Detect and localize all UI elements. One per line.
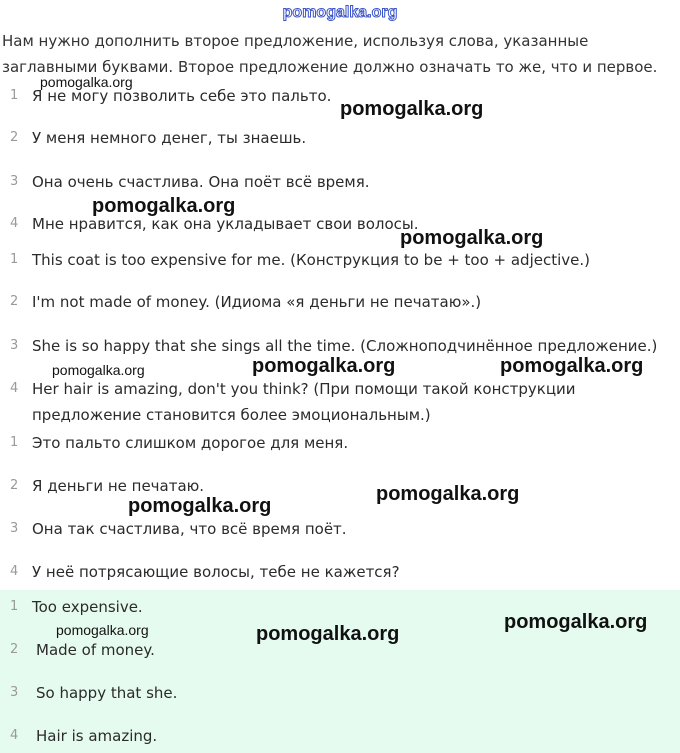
- watermark: pomogalka.org: [92, 195, 236, 217]
- sentence-text: У неё потрясающие волосы, тебе не кажется?: [32, 563, 400, 581]
- item-number: 2: [10, 130, 19, 145]
- answer-text: So happy that she.: [36, 684, 178, 702]
- sentence-text: Она очень счастлива. Она поёт всё время.: [32, 173, 370, 191]
- watermark: pomogalka.org: [340, 98, 484, 120]
- sentence-text: I'm not made of money. (Идиома «я деньги не печатаю».): [32, 293, 482, 311]
- item-number: 2: [10, 642, 19, 657]
- item-number: 2: [10, 294, 19, 309]
- sentence-text: Я не могу позволить себе это пальто.: [32, 87, 332, 105]
- item-number: 4: [10, 216, 19, 231]
- item-number: 3: [10, 685, 19, 700]
- item-number: 1: [10, 599, 19, 614]
- watermark: pomogalka.org: [40, 74, 133, 90]
- item-number: 3: [10, 521, 19, 536]
- sentence-text: У меня немного денег, ты знаешь.: [32, 129, 307, 147]
- sentence-text: Она так счастлива, что всё время поёт.: [32, 520, 347, 538]
- sentence-text: Я деньги не печатаю.: [32, 477, 205, 495]
- header-watermark: pomogalka.org: [282, 4, 398, 21]
- answer-text: Hair is amazing.: [36, 727, 158, 745]
- watermark: pomogalka.org: [500, 355, 644, 377]
- item-number: 4: [10, 564, 19, 579]
- sentence-text: Мне нравится, как она укладывает свои волосы.: [32, 215, 419, 233]
- watermark: pomogalka.org: [56, 622, 149, 638]
- item-number: 1: [10, 435, 19, 450]
- answer-text: Too expensive.: [32, 598, 143, 616]
- item-number: 2: [10, 478, 19, 493]
- watermark: pomogalka.org: [400, 227, 544, 249]
- instruction-text: Нам нужно дополнить второе предложение, используя слова, указанные заглавными буквами. Второе предложение должно означать то же, что и первое.: [2, 32, 658, 76]
- watermark: pomogalka.org: [504, 611, 648, 633]
- sentence-text: This coat is too expensive for me. (Конструкция to be + too + adjective.): [32, 251, 590, 269]
- sentence-text: Her hair is amazing, don't you think? (При помощи такой конструкции предложение становится более эмоциональным.): [32, 380, 576, 424]
- item-number: 1: [10, 88, 19, 103]
- sentence-text: Это пальто слишком дорогое для меня.: [32, 434, 349, 452]
- watermark: pomogalka.org: [252, 355, 396, 377]
- item-number: 4: [10, 381, 19, 396]
- sentence-text: She is so happy that she sings all the time. (Сложноподчинённое предложение.): [32, 337, 658, 355]
- watermark: pomogalka.org: [128, 495, 272, 517]
- item-number: 3: [10, 174, 19, 189]
- item-number: 1: [10, 252, 19, 267]
- watermark: pomogalka.org: [256, 623, 400, 645]
- watermark: pomogalka.org: [52, 362, 145, 378]
- item-number: 4: [10, 728, 19, 743]
- watermark: pomogalka.org: [376, 483, 520, 505]
- item-number: 3: [10, 338, 19, 353]
- answer-text: Made of money.: [36, 641, 155, 659]
